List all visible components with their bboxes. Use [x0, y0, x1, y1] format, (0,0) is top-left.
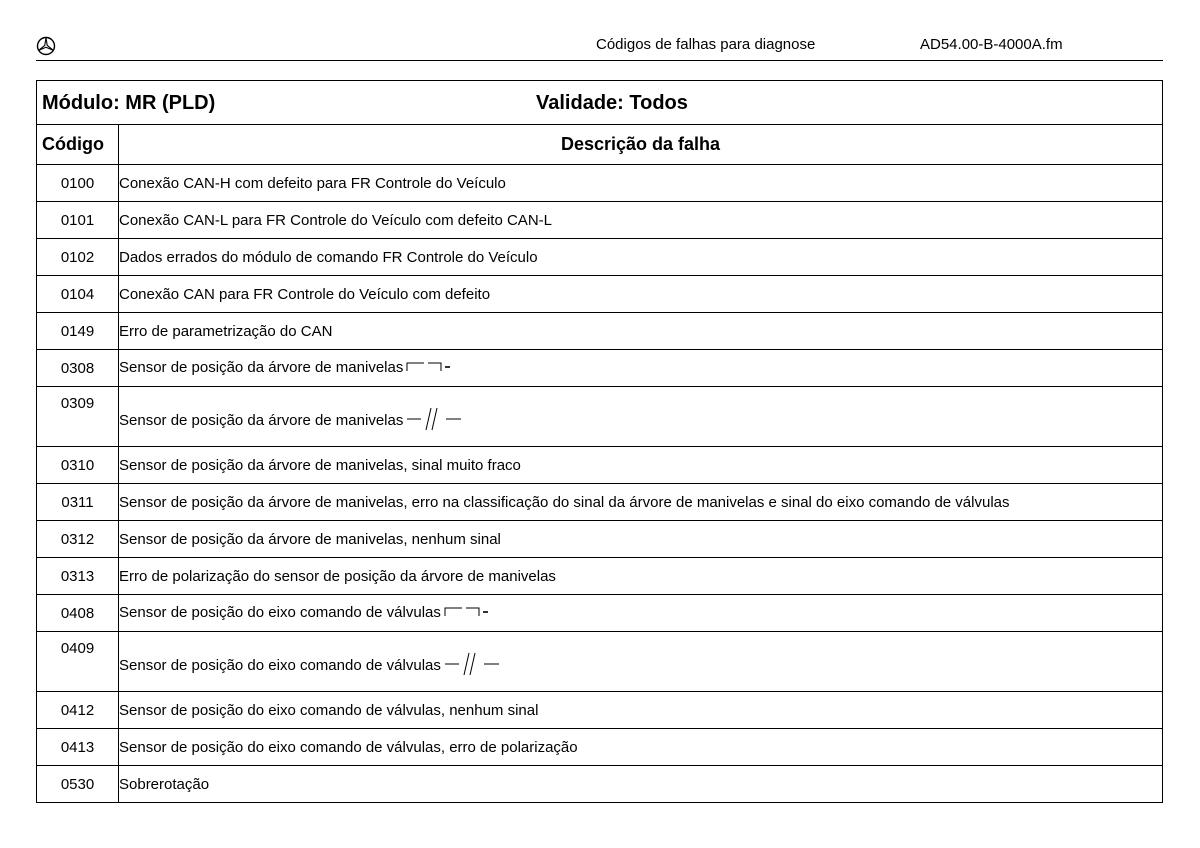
fault-description-cell: [119, 165, 1163, 202]
table-row: [37, 165, 1163, 202]
fault-description-cell: [119, 202, 1163, 239]
fault-code: 0149: [37, 313, 119, 350]
table-row: [37, 387, 1163, 447]
fault-description-cell: [119, 350, 1163, 387]
fault-description: Sensor de posição do eixo comando de válvulas: [119, 603, 441, 621]
fault-description: Sensor de posição do eixo comando de válvulas, nenhum sinal: [119, 701, 539, 719]
table-row: [37, 521, 1163, 558]
fault-code: 0413: [37, 729, 119, 766]
module-label: Módulo: MR (PLD): [42, 92, 216, 114]
fault-code: 0408: [37, 595, 119, 632]
signal-gap-icon: [406, 359, 450, 377]
fault-description-cell: [119, 558, 1163, 595]
fault-description-cell: [119, 766, 1163, 803]
fault-description-cell: [119, 632, 1163, 692]
fault-description: Dados errados do módulo de comando FR Controle do Veículo: [119, 248, 538, 266]
fault-description-cell: [119, 729, 1163, 766]
column-header-description: Descrição da falha: [119, 125, 1163, 165]
module-row: [37, 81, 1163, 125]
table-row: [37, 239, 1163, 276]
fault-description: Conexão CAN para FR Controle do Veículo com defeito: [119, 285, 491, 303]
fault-description: Conexão CAN-H com defeito para FR Controle do Veículo: [119, 174, 506, 192]
table-row: [37, 729, 1163, 766]
table-row: [37, 350, 1163, 387]
fault-code: 0311: [37, 484, 119, 521]
fault-description: Sensor de posição da árvore de manivelas, erro na classificação do sinal da árvore de manivelas e sinal do eixo comando de válvulas: [119, 493, 1010, 511]
fault-code: 0310: [37, 447, 119, 484]
fault-description: Conexão CAN-L para FR Controle do Veículo com defeito CAN-L: [119, 211, 552, 229]
table-row: [37, 595, 1163, 632]
fault-code: 0309: [37, 387, 119, 447]
table-row: [37, 447, 1163, 484]
validity-label: Validade: Todos: [536, 92, 688, 114]
fault-code: 0308: [37, 350, 119, 387]
fault-description-cell: [119, 313, 1163, 350]
signal-interrupted-icon: [406, 406, 464, 436]
fault-description-cell: [119, 521, 1163, 558]
fault-code: 0104: [37, 276, 119, 313]
table-row: [37, 276, 1163, 313]
table-row: [37, 484, 1163, 521]
fault-code: 0102: [37, 239, 119, 276]
fault-description: Sensor de posição da árvore de manivelas: [119, 411, 404, 429]
column-header-row: [37, 125, 1163, 165]
fault-description: Sensor de posição da árvore de manivelas, sinal muito fraco: [119, 456, 521, 474]
fault-description-cell: [119, 276, 1163, 313]
table-row: [37, 202, 1163, 239]
fault-code: 0409: [37, 632, 119, 692]
fault-description: Erro de polarização do sensor de posição da árvore de manivelas: [119, 567, 556, 585]
fault-code: 0412: [37, 692, 119, 729]
fault-description-cell: [119, 595, 1163, 632]
table-row: [37, 313, 1163, 350]
fault-code-table: [36, 80, 1163, 803]
signal-interrupted-icon: [444, 651, 502, 681]
fault-description-cell: [119, 387, 1163, 447]
fault-description: Sensor de posição da árvore de manivelas: [119, 358, 404, 376]
fault-description: Sensor de posição da árvore de manivelas, nenhum sinal: [119, 530, 501, 548]
column-header-code: Código: [37, 125, 119, 165]
fault-description: Sobrerotação: [119, 775, 210, 793]
fault-description: Sensor de posição do eixo comando de válvulas, erro de polarização: [119, 738, 578, 756]
table-row: [37, 632, 1163, 692]
mercedes-star-icon: [36, 36, 56, 56]
page-header: [36, 32, 1163, 61]
fault-code: 0312: [37, 521, 119, 558]
fault-description-cell: [119, 692, 1163, 729]
fault-description: Sensor de posição do eixo comando de válvulas: [119, 656, 441, 674]
signal-gap-icon: [444, 604, 488, 622]
fault-description-cell: [119, 484, 1163, 521]
fault-code: 0313: [37, 558, 119, 595]
fault-description: Erro de parametrização do CAN: [119, 322, 333, 340]
table-row: [37, 692, 1163, 729]
document-file-name: AD54.00-B-4000A.fm: [920, 36, 1063, 53]
fault-description-cell: [119, 239, 1163, 276]
table-row: [37, 766, 1163, 803]
document-title: Códigos de falhas para diagnose: [596, 36, 816, 53]
fault-code: 0530: [37, 766, 119, 803]
fault-code: 0100: [37, 165, 119, 202]
fault-description-cell: [119, 447, 1163, 484]
fault-code: 0101: [37, 202, 119, 239]
table-row: [37, 558, 1163, 595]
